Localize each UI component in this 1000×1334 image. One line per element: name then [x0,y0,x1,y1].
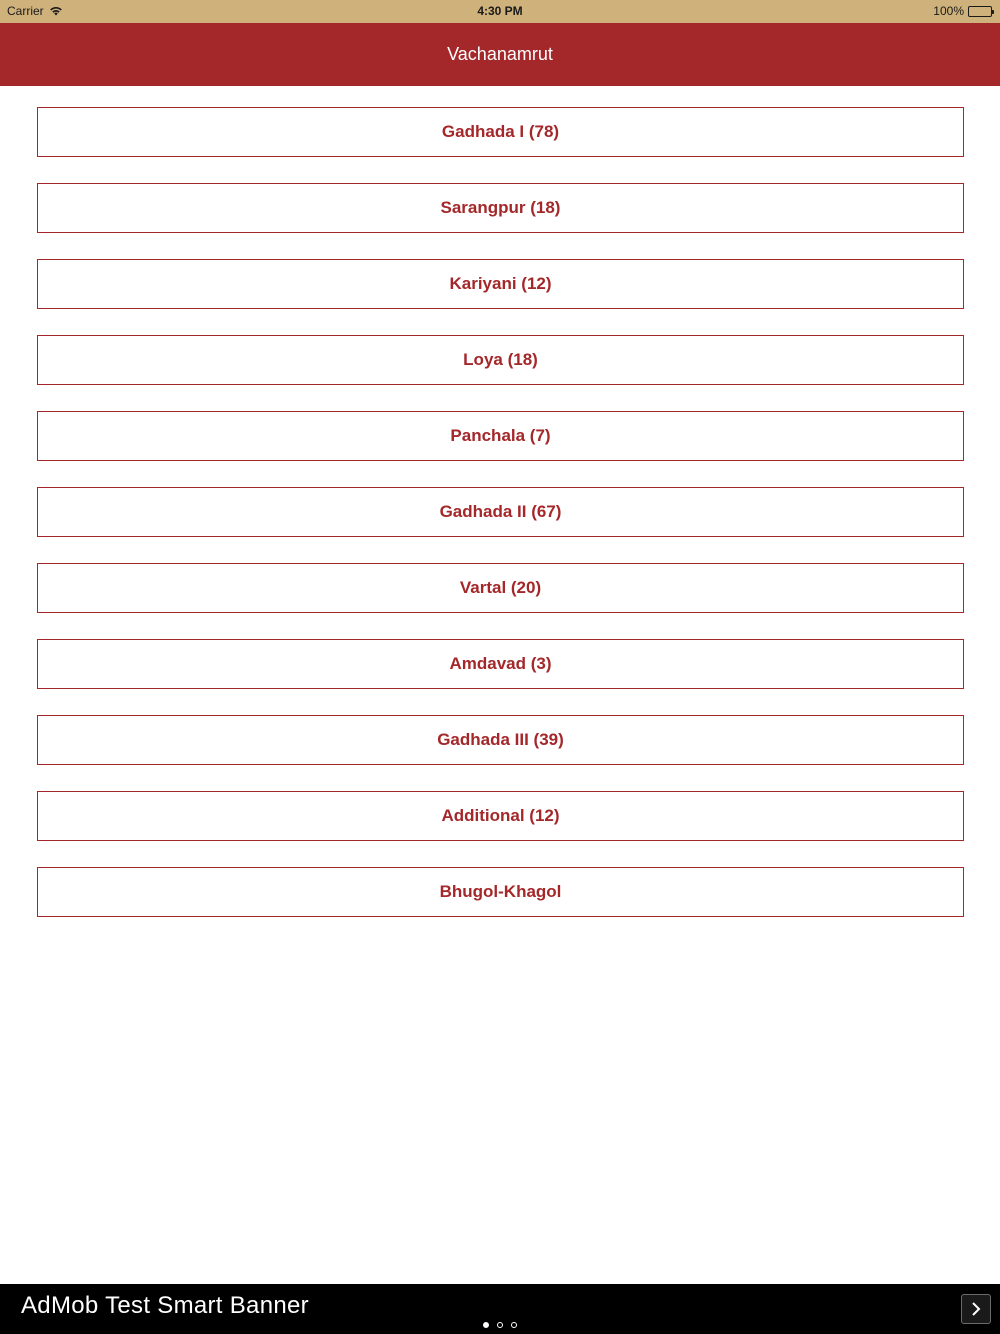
ad-page-indicator [0,1322,1000,1328]
section-button-bhugol-khagol[interactable]: Bhugol-Khagol [37,867,964,917]
section-button-vartal[interactable]: Vartal (20) [37,563,964,613]
ad-banner[interactable] [0,1284,1000,1334]
battery-group [933,4,992,18]
section-button-sarangpur[interactable]: Sarangpur (18) [37,183,964,233]
battery-percent: 100% [933,4,964,18]
section-button-amdavad[interactable]: Amdavad (3) [37,639,964,689]
carrier-label: Carrier [7,4,44,18]
section-button-gadhada-i[interactable]: Gadhada I (78) [37,107,964,157]
ad-text: AdMob Test Smart Banner [21,1292,309,1319]
section-button-loya[interactable]: Loya (18) [37,335,964,385]
navigation-bar [0,23,1000,86]
page-dot [497,1322,503,1328]
section-button-additional[interactable]: Additional (12) [37,791,964,841]
page-dot [511,1322,517,1328]
section-button-panchala[interactable]: Panchala (7) [37,411,964,461]
status-time: 4:30 PM [477,4,523,18]
status-bar [0,0,1000,23]
section-button-kariyani[interactable]: Kariyani (12) [37,259,964,309]
chevron-right-icon[interactable] [961,1294,991,1324]
section-list [37,107,964,943]
battery-icon [968,6,992,17]
section-button-gadhada-ii[interactable]: Gadhada II (67) [37,487,964,537]
page-dot [483,1322,489,1328]
section-button-gadhada-iii[interactable]: Gadhada III (39) [37,715,964,765]
page-title: Vachanamrut [447,44,553,64]
